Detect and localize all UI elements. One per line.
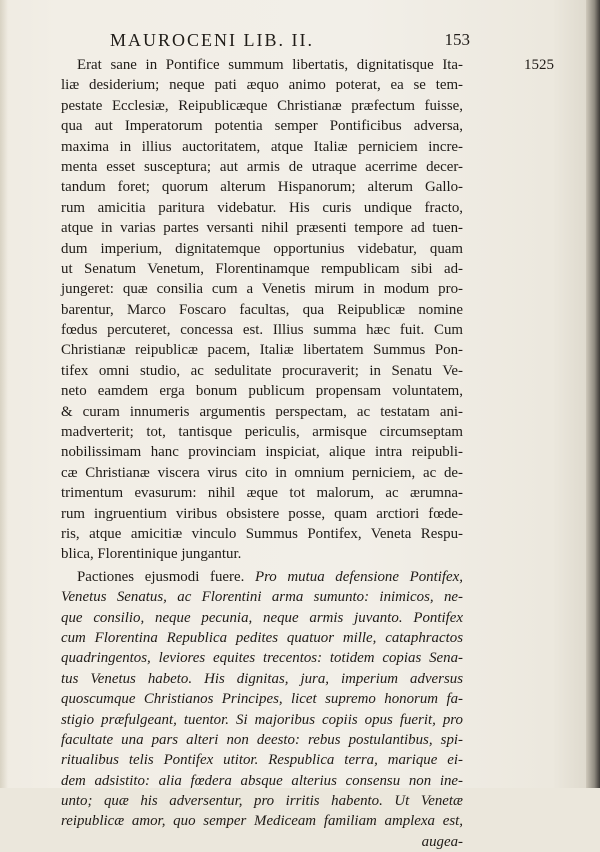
text-line: ut Senatum Venetum, Florentinamque rempublicam sibi ad- — [61, 260, 463, 277]
text-line: fœdus percuteret, concessa est. Illius summa hæc fuit. Cum — [61, 322, 463, 339]
text-line: ris, atque amicitiæ vinculo Summus Pontifex, Veneta Respu- — [61, 525, 463, 542]
text-line: rum amicitia paritura videbatur. His curis undique fracto, — [61, 199, 463, 216]
text-line: Erat sane in Pontifice summum libertatis, dignitatisque Ita- — [77, 57, 463, 73]
text-line: rum ingruentium viribus obsistere posse, quam arctiori fœde- — [61, 505, 463, 522]
text-line: menta esset susceptura; aut armis de utraque acerrime decer- — [61, 158, 463, 175]
running-header — [110, 30, 470, 51]
text-line: maxima in illius auctoritatem, atque Italiæ perniciem incre- — [61, 138, 463, 155]
text-line: reipublicæ amor, quo semper Mediceam familiam amplexa est, — [61, 813, 463, 830]
margin-year: 1525 — [524, 57, 554, 73]
text-line: dem adsistito: alia fœdera absque alterius consensu non ine- — [61, 772, 463, 789]
text-line: quoscumque Christianos Principes, licet supremo honorum fa- — [61, 691, 463, 708]
text-line: & curam innumeris argumentis perspectam, ac testatam ani- — [61, 403, 463, 420]
text-line: liæ desiderium; neque pati æquo animo poterat, ea se tem- — [61, 77, 463, 94]
text-line: jungeret: quæ consilia cum a Venetis mirum in modum pro- — [61, 281, 463, 298]
text-line: atque in varias partes versanti nihil præsenti tempore ad tuen- — [61, 220, 463, 237]
paragraph-1 — [61, 55, 463, 565]
pactiones-intro: Pactiones ejusmodi fuere. — [77, 568, 245, 585]
text-line: pestate Ecclesiæ, Reipublicæque Christianæ præfectum fuisse, — [61, 97, 463, 114]
text-line: cæ Christianæ viscera virus cito in omnium perniciem, ac de- — [61, 464, 463, 481]
text-line: Christianæ reipublicæ pacem, Italiæ libertatem Summus Pon- — [61, 342, 463, 359]
text-line: tandum foret; quorum alterum Hispanorum; alterum Gallo- — [61, 179, 463, 196]
defensione-clause: Pro mutua defensione Pontifex, — [254, 568, 463, 585]
text-line: cum Florentina Republica pedites quatuor mille, cataphractos — [61, 629, 463, 646]
text-line: nobilissimam hanc provinciam inspiciat, alique intra reipubli- — [61, 444, 463, 461]
text-line: neto eamdem erga bonum publicum propensam voluntatem, — [61, 383, 463, 400]
text-line: facultate una pars alteri non deesto: rebus postulantibus, spi- — [61, 731, 463, 748]
page-edge — [586, 0, 600, 788]
text-line: tifex omni studio, ac sedulitate procuraverit; in Senatu Ve- — [61, 362, 463, 379]
text-line: Venetus Senatus, ac Florentini arma sumunto: inimicos, ne- — [61, 589, 463, 606]
catchword: augea- — [421, 833, 463, 850]
text-line: qua aut Imperatorum potentia semper Pontificibus adversa, — [61, 118, 463, 135]
text-line: dum imperium, dignitatemque opportunius videbatur, quam — [61, 240, 463, 257]
text-line: madverterit; tot, tantisque periculis, armisque circumseptam — [61, 424, 463, 441]
page-gutter-shadow — [0, 0, 8, 788]
text-line: que consilio, neque pecunia, neque armis juvanto. Pontifex — [61, 609, 463, 626]
paragraph-2 — [61, 587, 463, 832]
text-line: trimentum evasurum: nihil æque tot malorum, ac ærumna- — [61, 485, 463, 502]
text-line: barentur, Marco Foscaro facultas, qua Reipublicæ nomine — [61, 301, 463, 318]
page-number: 153 — [444, 30, 470, 49]
text-line: ritualibus telis Pontifex utitor. Respublica terra, marique ei- — [61, 752, 463, 769]
text-line: quadringentos, leviores equites trecentos: totidem copias Sena- — [61, 650, 463, 667]
text-line: blica, Florentinique jungantur. — [61, 546, 242, 563]
running-title: MAUROCENI LIB. II. — [110, 30, 314, 50]
body-text — [61, 55, 463, 852]
paragraph-2-first-line — [61, 567, 463, 587]
text-line: tus Venetus habeto. His dignitas, jura, imperium adversus — [61, 670, 463, 687]
text-line: stigio præfulgeant, tuentor. Si majoribus copiis opus fuerit, pro — [61, 711, 463, 728]
text-line: unto; quæ his adversentur, pro irritis habento. Ut Venetæ — [61, 793, 463, 810]
